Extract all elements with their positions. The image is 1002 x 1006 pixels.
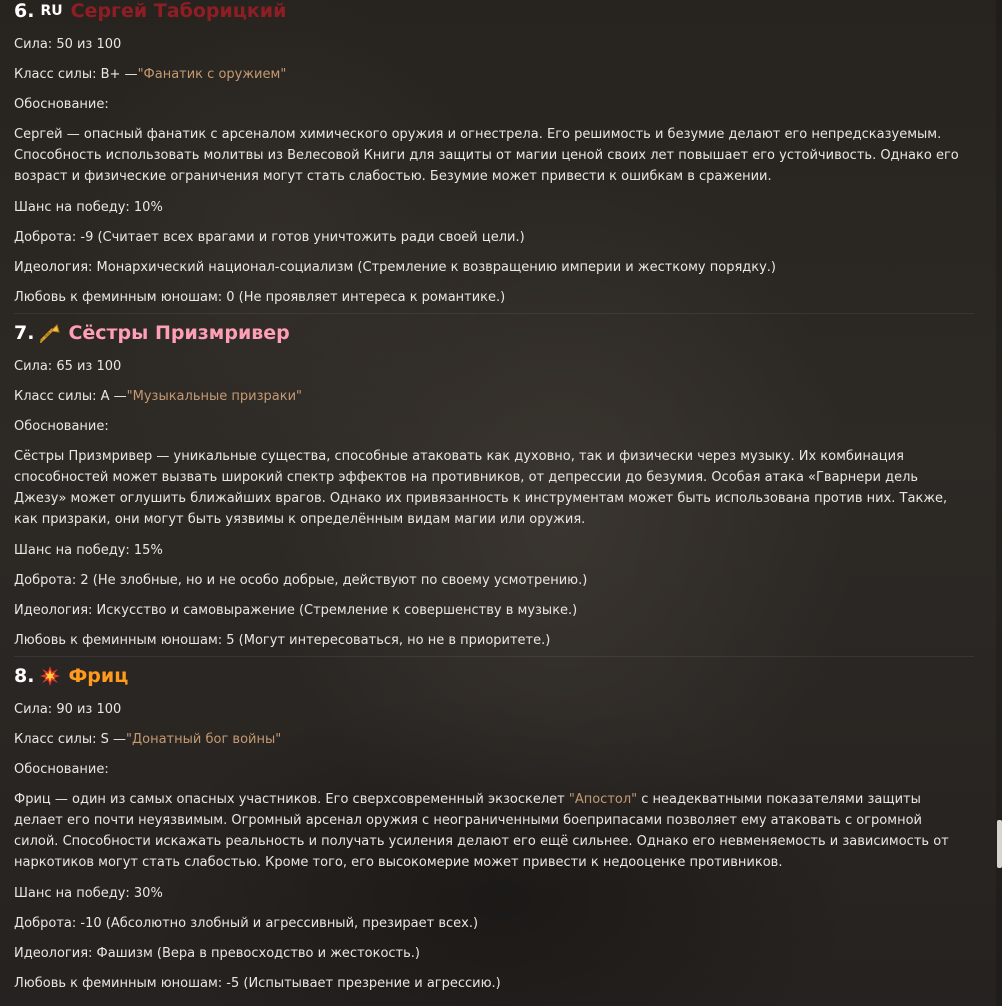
character-number: 7.	[14, 322, 35, 344]
win-chance-line: Шанс на победу: 15%	[14, 543, 163, 558]
power-class-quote: "Донатный бог войны"	[126, 732, 282, 747]
character-number: 6.	[14, 0, 35, 22]
kindness-line: Доброта: 2 (Не злобные, но и не особо добрые, действуют по своему усмотрению.)	[14, 573, 588, 588]
ideology-line: Идеология: Монархический национал-социализм (Стремление к возвращению империи и жесткому порядку.)	[14, 260, 777, 275]
justification-text: Сергей — опасный фанатик с арсеналом химического оружия и огнестрела. Его решимость и безумие делают его непредсказуемым. Способность использовать молитвы из Велесовой Книги для защиты от магии ценой своих лет повышает его устойчивость. Однако его возраст и физические ограничения могут стать слабостью. Безумие может привести к ошибкам в сражении.	[14, 127, 959, 184]
justification-text-part: с неадекватными показателями защиты делает его почти неуязвимым. Огромный арсенал оружия с неограниченными боеприпасами позволяет ему атаковать с огромной силой. Способности искажать реальность и получать усиления делают его ещё сильнее. Однако его невменяемость и зависимость от наркотиков могут стать слабостью. Кроме того, его высокомерие может привести к недооценке противников.	[14, 792, 949, 870]
character-section	[14, 0, 974, 313]
justification-text	[14, 785, 964, 879]
justification-label: Обоснование:	[14, 762, 109, 777]
power-class-label: Класс силы: S —	[14, 732, 126, 747]
character-section	[14, 656, 974, 999]
character-section	[14, 313, 974, 656]
character-name: Фриц	[68, 665, 129, 687]
strength-line: Сила: 90 из 100	[14, 702, 122, 717]
kindness-line: Доброта: -10 (Абсолютно злобный и агрессивный, презирает всех.)	[14, 916, 479, 931]
power-class-line	[14, 60, 974, 90]
character-heading	[14, 657, 974, 695]
russia-flag-icon: RU	[40, 3, 63, 19]
power-class-quote: "Фанатик с оружием"	[137, 67, 287, 82]
strength-line: Сила: 50 из 100	[14, 37, 122, 52]
win-chance-line: Шанс на победу: 30%	[14, 886, 163, 901]
ideology-line: Идеология: Искусство и самовыражение (Стремление к совершенству в музыке.)	[14, 603, 578, 618]
love-line: Любовь к феминным юношам: 0 (Не проявляет интереса к романтике.)	[14, 290, 506, 305]
scrollbar-thumb[interactable]	[997, 820, 1002, 868]
character-heading	[14, 0, 974, 30]
love-line: Любовь к феминным юношам: -5 (Испытывает презрение и агрессию.)	[14, 976, 501, 991]
exoskeleton-quote: "Апостол"	[568, 792, 638, 807]
character-number: 8.	[14, 665, 35, 687]
love-line: Любовь к феминным юношам: 5 (Могут интересоваться, но не в приоритете.)	[14, 633, 551, 648]
character-heading	[14, 314, 974, 352]
chat-message-content	[14, 0, 974, 999]
collision-icon	[40, 666, 60, 686]
strength-line: Сила: 65 из 100	[14, 359, 122, 374]
character-name: Сёстры Призмривер	[68, 322, 290, 344]
scrollbar[interactable]	[996, 0, 1002, 1006]
power-class-label: Класс силы: A —	[14, 389, 127, 404]
power-class-quote: "Музыкальные призраки"	[126, 389, 303, 404]
justification-label: Обоснование:	[14, 419, 109, 434]
win-chance-line: Шанс на победу: 10%	[14, 200, 163, 215]
ideology-line: Идеология: Фашизм (Вера в превосходство и жестокость.)	[14, 946, 420, 961]
power-class-label: Класс силы: B+ —	[14, 67, 138, 82]
justification-label: Обоснование:	[14, 97, 109, 112]
power-class-line	[14, 725, 974, 755]
power-class-line	[14, 382, 974, 412]
kindness-line: Доброта: -9 (Считает всех врагами и готов уничтожить ради своей цели.)	[14, 230, 525, 245]
character-name: Сергей Таборицкий	[70, 0, 287, 22]
justification-text-part: Фриц — один из самых опасных участников. Его сверхсовременный экзоскелет	[14, 792, 569, 807]
trumpet-icon	[40, 323, 60, 343]
justification-text: Сёстры Призмривер — уникальные существа, способные атаковать как духовно, так и физически через музыку. Их комбинация способностей может вызвать широкий спектр эффектов на противников, от депрессии до безумия. Особая атака «Гварнери дель Джезу» может оглушить ближайших врагов. Однако их привязанность к инструментам может быть использована против них. Также, как призраки, они могут быть уязвимы к определённым видам магии или оружия.	[14, 449, 948, 527]
